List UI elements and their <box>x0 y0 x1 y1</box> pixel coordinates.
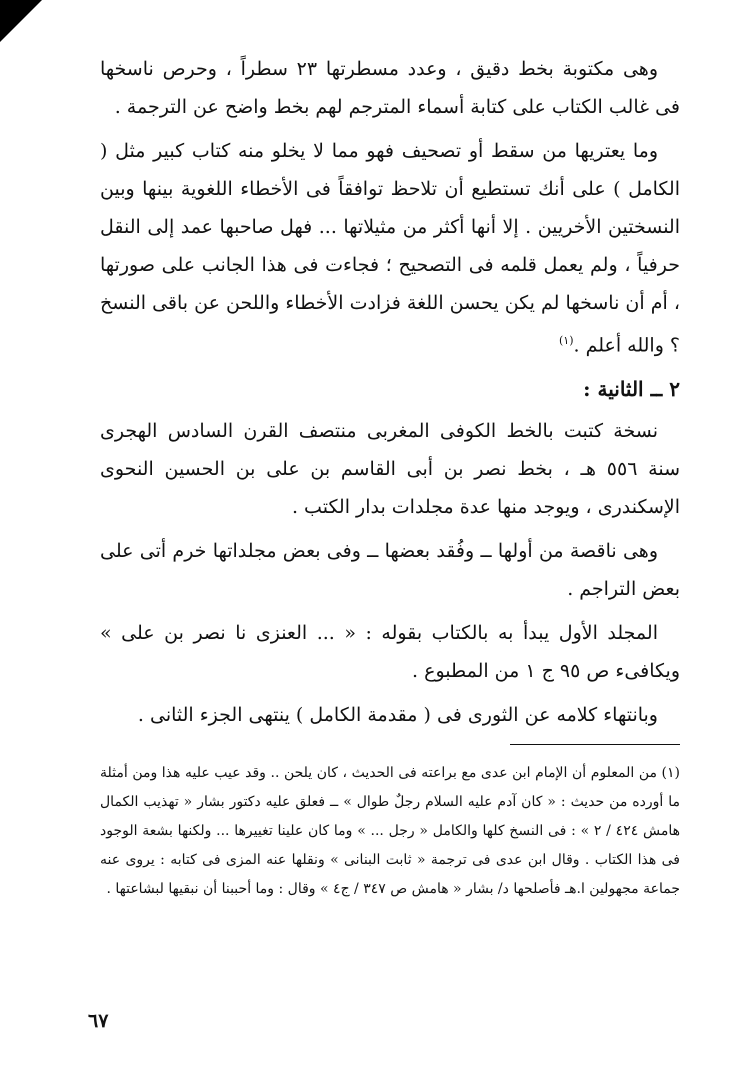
paragraph-3: نسخة كتبت بالخط الكوفى المغربى منتصف القرن السادس الهجرى سنة ٥٥٦ هـ ، بخط نصر بن أبى القاسم بن على بن الحسين النحوى الإسكندرى ، ويوجد منها عدة مجلدات بدار الكتب . <box>100 420 680 519</box>
paragraph-4: وهى ناقصة من أولها ــ وفُقد بعضها ــ وفى بعض مجلداتها خرم أتى على بعض التراجم . <box>100 540 680 601</box>
footnote-marker: (١) <box>558 334 574 347</box>
paragraph-1: وهى مكتوبة بخط دقيق ، وعدد مسطرتها ٢٣ سطراً ، وحرص ناسخها فى غالب الكتاب على كتابة أسماء المترجم لهم بخط واضح عن الترجمة . <box>100 58 680 118</box>
footnote-separator <box>510 744 680 745</box>
scan-corner-mark <box>0 0 42 42</box>
paragraph-6: وبانتهاء كلامه عن الثورى فى ( مقدمة الكامل ) ينتهى الجزء الثانى . <box>137 704 658 727</box>
page-body <box>100 50 680 904</box>
paragraph-2-text: وما يعتريها من سقط أو تصحيف فهو مما لا يخلو منه كتاب كبير مثل ( الكامل ) على أنك تستطيع أن تلاحظ توافقاً فى الأخطاء اللغوية بينها وبين النسختين الأخريين . إلا أنها أكثر من مثيلاتها ... فهل صاحبها عمد إلى النقل حرفياً ، ولم يعمل قلمه فى التصحيح ؛ فجاءت فى هذا الجانب على صورتها ، أم أن ناسخها لم يكن يحسن اللغة فزادت الأخطاء واللحن عن باقى النسخ ؟ والله أعلم . <box>100 140 680 357</box>
paragraph-2 <box>100 132 680 364</box>
paragraph-5: المجلد الأول يبدأ به بالكتاب بقوله : « ... العنزى نا نصر بن على » ويكافىء ص ٩٥ ج ١ من المطبوع . <box>100 622 680 683</box>
page-number: ٦٧ <box>88 1010 109 1032</box>
section-heading: ٢ ــ الثانية : <box>583 377 680 402</box>
footnote-text: (١) من المعلوم أن الإمام ابن عدى مع براعته فى الحديث ، كان يلحن .. وقد عيب عليه هذا ومن أمثلة ما أورده من حديث : « كان آدم عليه السلام رجلٌ طوال » ــ فعلق عليه دكتور بشار « تهذيب الكمال هامش ٤٢٤ / ٢ » : فى النسخ كلها والكامل « رجل ... » وما كان علينا تغييرها ... ولكنها بشعة الوجود فى هذا الكتاب . وقال ابن عدى فى ترجمة « ثابت البنانى » ونقلها عنه المزى فى كتابه : يروى عنه جماعة مجهولين ا.هـ فأصلحها د/ بشار « هامش ص ٣٤٧ / ج٤ » وقال : وما أحببنا أن نبقيها لبشاعتها . <box>100 765 680 898</box>
